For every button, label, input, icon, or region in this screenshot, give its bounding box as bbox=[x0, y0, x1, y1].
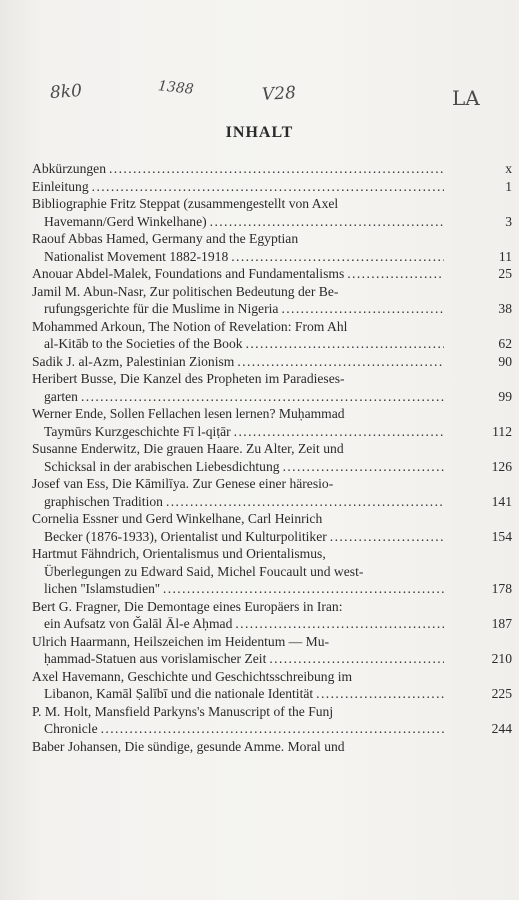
toc-entry-text: Schicksal in der arabischen Liebesdichtung bbox=[44, 458, 280, 474]
toc-entry-text: lichen ''Islamstudien'' bbox=[44, 581, 160, 596]
toc-entry-line bbox=[32, 230, 444, 248]
toc-page-number: 187 bbox=[491, 616, 512, 631]
leader-dots bbox=[235, 615, 444, 633]
toc-entry-line bbox=[32, 738, 444, 756]
toc-page-number: 126 bbox=[491, 458, 512, 474]
toc-entry-line bbox=[32, 545, 444, 563]
toc-entry-line bbox=[32, 423, 444, 441]
toc-entry-text: Heribert Busse, Die Kanzel des Propheten im Paradieses- bbox=[32, 371, 345, 386]
leader-dots bbox=[316, 685, 444, 703]
leader-dots bbox=[246, 335, 444, 353]
toc-entry-line bbox=[32, 440, 444, 458]
toc-page-number: 62 bbox=[498, 336, 512, 351]
toc-page-number: 154 bbox=[491, 528, 512, 544]
toc-entry-text: Josef van Ess, Die Kāmilīya. Zur Genese einer häresio- bbox=[32, 476, 334, 491]
toc-page-number: 112 bbox=[492, 423, 512, 439]
leader-dots bbox=[92, 178, 444, 196]
toc-entry bbox=[32, 265, 512, 283]
toc-entry-text: Bert G. Fragner, Die Demontage eines Europäers in Iran: bbox=[32, 598, 343, 614]
toc-entry-text: Cornelia Essner und Gerd Winkelhane, Carl Heinrich bbox=[32, 511, 323, 526]
toc-entry-line bbox=[32, 178, 444, 196]
toc-entry-line bbox=[32, 160, 444, 178]
toc-entry-text: Mohammed Arkoun, The Notion of Revelation: From Ahl bbox=[32, 318, 348, 334]
leader-dots bbox=[231, 248, 444, 266]
toc-entry-line bbox=[32, 598, 444, 616]
toc-entry bbox=[32, 283, 512, 318]
toc-entry-text: Überlegungen zu Edward Said, Michel Foucault und west- bbox=[44, 563, 364, 579]
leader-dots bbox=[237, 353, 444, 371]
toc-entry-line bbox=[32, 283, 444, 301]
toc-entry-line bbox=[32, 248, 444, 266]
toc-entry bbox=[32, 738, 444, 756]
handwritten-note-4: LA bbox=[452, 86, 480, 110]
toc-entry-line bbox=[32, 353, 444, 371]
toc-entry-line bbox=[32, 335, 444, 353]
toc-entry bbox=[32, 230, 512, 265]
toc-entry bbox=[32, 178, 512, 196]
toc-entry bbox=[32, 475, 512, 510]
toc-entry-text: Taymūrs Kurzgeschichte Fī l-qiṭār bbox=[44, 423, 231, 439]
toc-entry bbox=[32, 370, 512, 405]
toc-entry-text: Becker (1876-1933), Orientalist und Kulturpolitiker bbox=[44, 528, 327, 544]
toc-entry-text: Baber Johansen, Die sündige, gesunde Amme. Moral und bbox=[32, 738, 345, 754]
toc-page-number: x bbox=[505, 161, 512, 176]
toc-entry-text: Anouar Abdel-Malek, Foundations and Fundamentalisms bbox=[32, 266, 345, 281]
leader-dots bbox=[269, 650, 444, 668]
toc-page-number: 225 bbox=[491, 686, 512, 701]
toc-entry-text: al-Kitāb to the Societies of the Book bbox=[44, 336, 243, 351]
toc-entry-line bbox=[32, 510, 444, 528]
page-title: INHALT bbox=[225, 124, 294, 141]
toc-entry-line bbox=[32, 195, 444, 213]
toc-entry-text: ḥammad-Statuen aus vorislamischer Zeit bbox=[44, 651, 267, 666]
toc-entry bbox=[32, 440, 512, 475]
toc-entry-line bbox=[32, 475, 444, 493]
toc-entry-text: Nationalist Movement 1882-1918 bbox=[44, 248, 229, 264]
toc-entry bbox=[32, 510, 512, 545]
toc-page-number: 25 bbox=[498, 266, 512, 281]
toc-entry-text: Bibliographie Fritz Steppat (zusammengestellt von Axel bbox=[32, 196, 339, 211]
toc-entry bbox=[32, 353, 512, 371]
handwritten-note-3: V28 bbox=[261, 83, 297, 105]
toc-entry-text: Hartmut Fähndrich, Orientalismus und Orientalismus, bbox=[32, 546, 326, 561]
toc-entry bbox=[32, 405, 512, 440]
toc-entry-line bbox=[32, 633, 444, 651]
handwritten-note-2: 1388 bbox=[157, 78, 195, 98]
toc-entry-text: graphischen Tradition bbox=[44, 493, 163, 509]
toc-entry-line bbox=[32, 650, 444, 668]
leader-dots bbox=[101, 720, 444, 738]
leader-dots bbox=[109, 160, 444, 178]
toc-entry-line bbox=[32, 300, 444, 318]
toc-entry-text: Havemann/Gerd Winkelhane) bbox=[44, 213, 207, 229]
toc-entry-line bbox=[32, 580, 444, 598]
toc-page-number: 141 bbox=[491, 493, 512, 509]
toc-entry-text: Jamil M. Abun-Nasr, Zur politischen Bedeutung der Be- bbox=[32, 283, 339, 299]
leader-dots bbox=[330, 528, 444, 546]
leader-dots bbox=[347, 265, 444, 283]
toc-entry-text: Susanne Enderwitz, Die grauen Haare. Zu Alter, Zeit und bbox=[32, 441, 344, 456]
toc-entry-line bbox=[32, 493, 444, 511]
toc-entry-line bbox=[32, 213, 444, 231]
toc-entry-line bbox=[32, 458, 444, 476]
toc-entry-text: Einleitung bbox=[32, 178, 89, 194]
leader-dots bbox=[163, 580, 444, 598]
toc-entry-line bbox=[32, 703, 444, 721]
toc-page-number: 178 bbox=[491, 581, 512, 596]
toc-entry-text: Chronicle bbox=[44, 721, 98, 736]
leader-dots bbox=[210, 213, 444, 231]
toc-entry-text: Libanon, Kamāl Ṣalībī und die nationale Identität bbox=[44, 686, 314, 701]
toc-entry-text: Axel Havemann, Geschichte und Geschichtsschreibung im bbox=[32, 668, 353, 684]
toc-entry-line bbox=[32, 528, 444, 546]
toc-entry-line bbox=[32, 405, 444, 423]
toc-entry bbox=[32, 160, 512, 178]
toc-entry-line bbox=[32, 563, 444, 581]
toc-entry-text: garten bbox=[44, 388, 78, 404]
table-of-contents bbox=[32, 160, 512, 755]
handwritten-note-1: 8k0 bbox=[49, 80, 83, 104]
toc-entry bbox=[32, 598, 512, 633]
toc-entry-line bbox=[32, 720, 444, 738]
toc-entry-text: Ulrich Haarmann, Heilszeichen im Heidentum — Mu- bbox=[32, 633, 330, 649]
toc-entry bbox=[32, 633, 512, 668]
toc-entry bbox=[32, 668, 512, 703]
toc-entry-line bbox=[32, 388, 444, 406]
toc-entry-text: Sadik J. al-Azm, Palestinian Zionism bbox=[32, 353, 235, 369]
toc-entry bbox=[32, 703, 512, 738]
leader-dots bbox=[283, 458, 444, 476]
toc-entry bbox=[32, 545, 512, 598]
toc-entry bbox=[32, 318, 512, 353]
toc-page-number: 244 bbox=[491, 721, 512, 736]
toc-entry-text: Abkürzungen bbox=[32, 161, 106, 176]
toc-page-number: 3 bbox=[505, 213, 512, 229]
toc-page-number: 90 bbox=[498, 353, 512, 369]
toc-entry-line bbox=[32, 370, 444, 388]
leader-dots bbox=[281, 300, 444, 318]
toc-entry-line bbox=[32, 265, 444, 283]
leader-dots bbox=[81, 388, 444, 406]
toc-entry-line bbox=[32, 615, 444, 633]
toc-entry-line bbox=[32, 668, 444, 686]
toc-page-number: 99 bbox=[498, 388, 512, 404]
leader-dots bbox=[166, 493, 444, 511]
toc-entry-text: rufungsgerichte für die Muslime in Nigeria bbox=[44, 301, 279, 316]
leader-dots bbox=[234, 423, 444, 441]
toc-entry-text: P. M. Holt, Mansfield Parkyns's Manuscript of the Funj bbox=[32, 703, 334, 719]
toc-entry-text: Werner Ende, Sollen Fellachen lesen lernen? Muḥammad bbox=[32, 406, 345, 421]
toc-entry-text: Raouf Abbas Hamed, Germany and the Egyptian bbox=[32, 231, 299, 246]
toc-entry-line bbox=[32, 318, 444, 336]
toc-page-number: 1 bbox=[505, 178, 512, 194]
toc-entry-line bbox=[32, 685, 444, 703]
toc-entry bbox=[32, 195, 512, 230]
toc-page-number: 38 bbox=[498, 301, 512, 316]
toc-entry-text: ein Aufsatz von Ǧalāl Āl-e Aḥmad bbox=[44, 616, 233, 631]
toc-page-number: 11 bbox=[498, 248, 512, 264]
toc-page-number: 210 bbox=[491, 651, 512, 666]
